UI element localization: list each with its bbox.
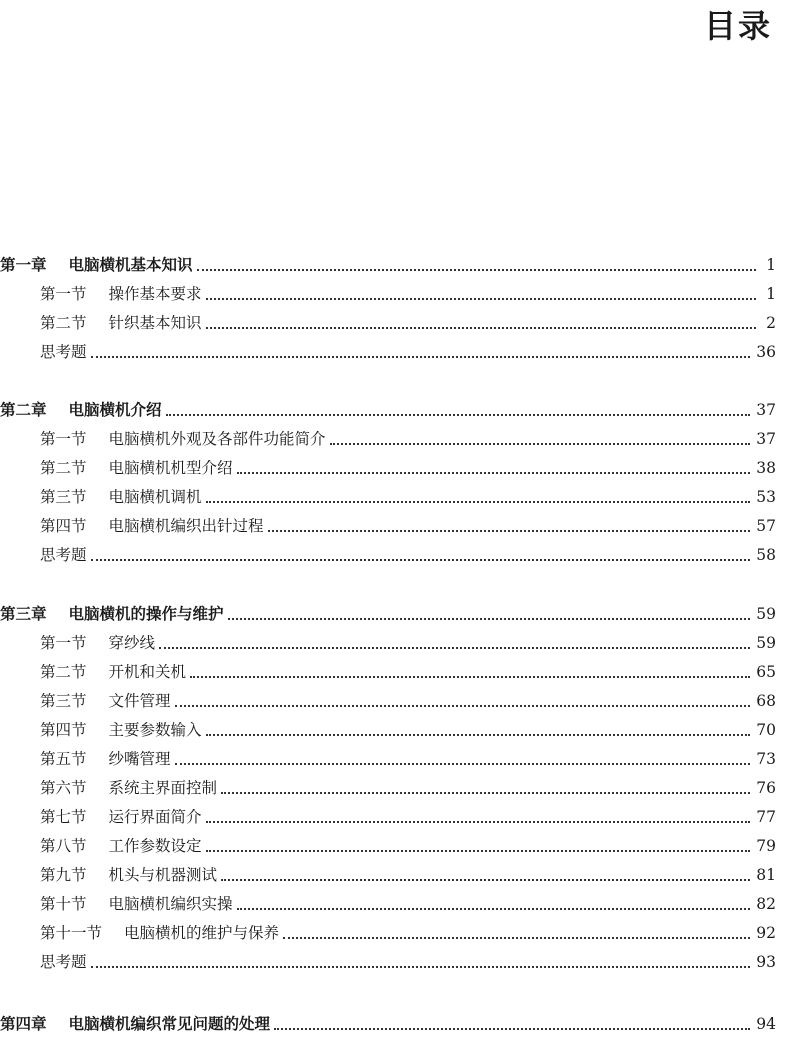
- toc-section: [40, 337, 776, 363]
- page-number: 57: [756, 517, 776, 535]
- section-number: 第二节: [40, 314, 87, 332]
- section-label: [40, 544, 87, 566]
- dot-leader: [221, 792, 750, 794]
- chapter-label: [0, 399, 162, 421]
- section-title: 电脑横机调机: [108, 488, 202, 506]
- page-number: 79: [756, 837, 776, 855]
- section-title: 主要参数输入: [108, 721, 202, 739]
- page-number: 37: [756, 430, 776, 448]
- dot-leader: [237, 472, 751, 474]
- section-label: [40, 341, 87, 363]
- dot-leader: [221, 879, 750, 881]
- page-number: 81: [756, 866, 776, 884]
- toc-section: [40, 947, 776, 973]
- page-number: 65: [756, 663, 776, 681]
- section-label: [40, 515, 264, 537]
- page-number: 82: [756, 895, 776, 913]
- toc-chapter: [0, 395, 776, 421]
- dot-leader: [206, 821, 751, 823]
- toc-section: [40, 918, 776, 944]
- toc-section: [40, 482, 776, 508]
- section-title: 针织基本知识: [108, 314, 202, 332]
- section-number: 第一节: [40, 285, 87, 303]
- section-number: 第一节: [40, 634, 87, 652]
- section-number: 第五节: [40, 750, 87, 768]
- toc-section: [40, 540, 776, 566]
- page-number: 77: [756, 808, 776, 826]
- dot-leader: [166, 414, 751, 416]
- section-label: [40, 690, 171, 712]
- section-label: [40, 719, 202, 741]
- section-label: [40, 951, 87, 973]
- section-label: [40, 312, 202, 334]
- toc-section: [40, 511, 776, 537]
- section-label: [40, 428, 326, 450]
- toc-section: [40, 889, 776, 915]
- section-label: [40, 283, 202, 305]
- toc-section: [40, 860, 776, 886]
- chapter-title: 电脑横机的操作与维护: [68, 605, 224, 623]
- chapter-number: 第四章: [0, 1015, 47, 1033]
- dot-leader: [206, 298, 756, 300]
- section-title: 电脑横机外观及各部件功能简介: [108, 430, 326, 448]
- page-number: 94: [756, 1015, 776, 1033]
- section-number: 第十一节: [40, 924, 103, 942]
- section-title: 文件管理: [108, 692, 171, 710]
- section-label: [40, 777, 217, 799]
- dot-leader: [206, 501, 751, 503]
- toc-section: [40, 773, 776, 799]
- toc-section: [40, 279, 776, 305]
- section-label: [40, 893, 233, 915]
- dot-leader: [175, 705, 751, 707]
- page-number: 58: [756, 546, 776, 564]
- section-title: 电脑横机机型介绍: [108, 459, 233, 477]
- section-title: 开机和关机: [108, 663, 187, 681]
- dot-leader: [228, 618, 751, 620]
- chapter-title: 电脑横机介绍: [68, 401, 162, 419]
- dot-leader: [197, 269, 756, 271]
- page-title: 目录: [703, 7, 772, 45]
- dot-leader: [159, 647, 750, 649]
- page-number: 70: [756, 721, 776, 739]
- toc-section: [40, 657, 776, 683]
- toc-section: [40, 715, 776, 741]
- section-label: [40, 806, 202, 828]
- section-label: [40, 922, 279, 944]
- section-label: [40, 486, 202, 508]
- section-title: 机头与机器测试: [108, 866, 218, 884]
- dot-leader: [330, 443, 751, 445]
- section-title: 电脑横机编织出针过程: [108, 517, 264, 535]
- section-number: 第九节: [40, 866, 87, 884]
- toc-chapter: [0, 599, 776, 625]
- section-title: 穿纱线: [108, 634, 156, 652]
- page-number: 36: [756, 343, 776, 361]
- toc-section: [40, 686, 776, 712]
- chapter-label: [0, 1013, 270, 1035]
- page-number: 2: [766, 314, 776, 332]
- section-number: 第十节: [40, 895, 87, 913]
- section-label: [40, 661, 186, 683]
- section-title: 系统主界面控制: [108, 779, 218, 797]
- page-number: 59: [756, 605, 776, 623]
- chapter-number: 第一章: [0, 256, 47, 274]
- toc-section: [40, 802, 776, 828]
- chapter-number: 第三章: [0, 605, 47, 623]
- dot-leader: [190, 676, 750, 678]
- dot-leader: [268, 530, 751, 532]
- section-title: 操作基本要求: [108, 285, 202, 303]
- page-number: 73: [756, 750, 776, 768]
- dot-leader: [237, 908, 751, 910]
- page-number: 1: [766, 256, 776, 274]
- toc-section: [40, 831, 776, 857]
- dot-leader: [206, 734, 751, 736]
- dot-leader: [206, 850, 751, 852]
- dot-leader: [175, 763, 751, 765]
- page-number: 68: [756, 692, 776, 710]
- toc-section: [40, 628, 776, 654]
- section-number: 第七节: [40, 808, 87, 826]
- dot-leader: [91, 559, 751, 561]
- page-number: 53: [756, 488, 776, 506]
- section-title: 电脑横机编织实操: [108, 895, 233, 913]
- chapter-label: [0, 254, 193, 276]
- dot-leader: [91, 966, 751, 968]
- section-title: 工作参数设定: [108, 837, 202, 855]
- page-number: 38: [756, 459, 776, 477]
- section-title: 运行界面简介: [108, 808, 202, 826]
- page-number: 76: [756, 779, 776, 797]
- dot-leader: [274, 1028, 750, 1030]
- section-title: 思考题: [40, 343, 87, 361]
- toc-chapter: [0, 1009, 776, 1035]
- toc-section: [40, 744, 776, 770]
- dot-leader: [206, 327, 756, 329]
- section-title: 思考题: [40, 546, 87, 564]
- page-number: 37: [756, 401, 776, 419]
- page-number: 1: [766, 285, 776, 303]
- chapter-title: 电脑横机基本知识: [68, 256, 193, 274]
- section-number: 第六节: [40, 779, 87, 797]
- dot-leader: [91, 356, 751, 358]
- page-number: 93: [756, 953, 776, 971]
- chapter-label: [0, 603, 224, 625]
- section-title: 电脑横机的维护与保养: [124, 924, 280, 942]
- section-number: 第一节: [40, 430, 87, 448]
- section-number: 第三节: [40, 692, 87, 710]
- toc-section: [40, 424, 776, 450]
- section-label: [40, 632, 155, 654]
- section-title: 纱嘴管理: [108, 750, 171, 768]
- section-number: 第八节: [40, 837, 87, 855]
- chapter-title: 电脑横机编织常见问题的处理: [68, 1015, 271, 1033]
- toc-section: [40, 308, 776, 334]
- section-label: [40, 457, 233, 479]
- section-title: 思考题: [40, 953, 87, 971]
- section-label: [40, 748, 171, 770]
- page-number: 59: [756, 634, 776, 652]
- section-number: 第四节: [40, 721, 87, 739]
- section-label: [40, 835, 202, 857]
- chapter-number: 第二章: [0, 401, 47, 419]
- toc-chapter: [0, 250, 776, 276]
- section-number: 第四节: [40, 517, 87, 535]
- dot-leader: [283, 937, 750, 939]
- toc-section: [40, 453, 776, 479]
- section-number: 第二节: [40, 663, 87, 681]
- section-label: [40, 864, 217, 886]
- section-number: 第三节: [40, 488, 87, 506]
- section-number: 第二节: [40, 459, 87, 477]
- page-number: 92: [756, 924, 776, 942]
